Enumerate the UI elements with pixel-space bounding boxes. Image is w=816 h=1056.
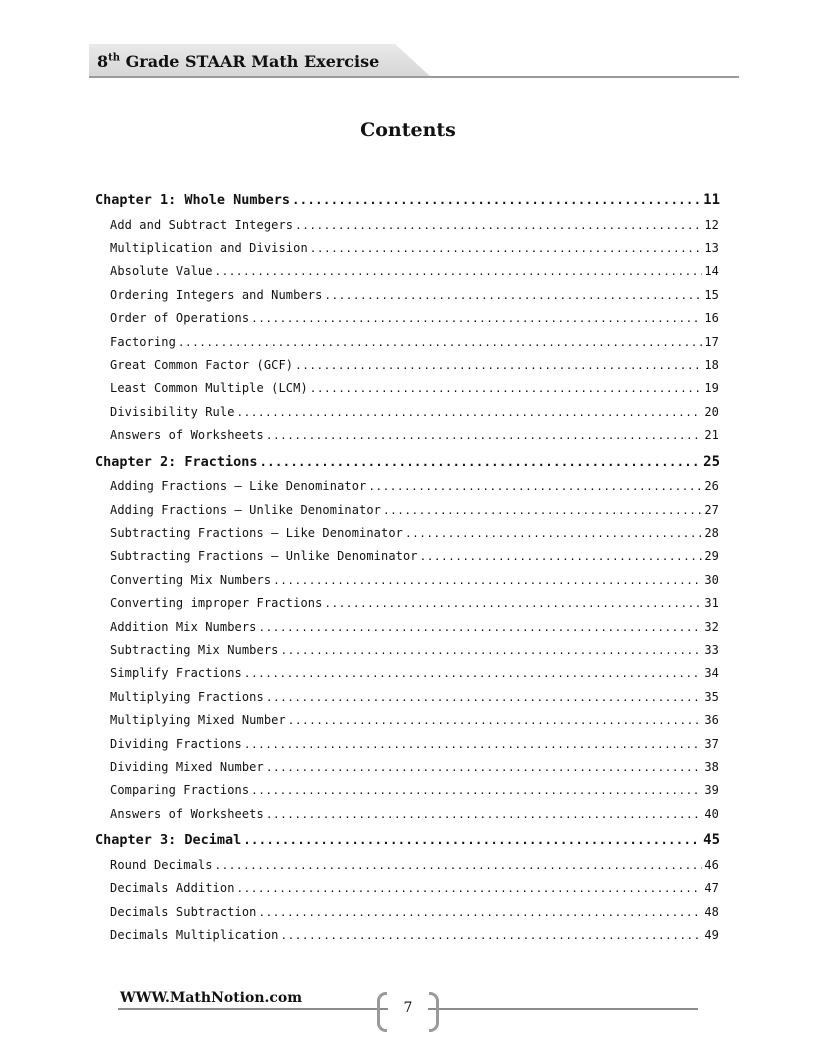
toc-dot-leader	[383, 504, 702, 517]
toc-dot-leader	[368, 480, 702, 493]
page-number: 7	[388, 1000, 428, 1016]
toc-section-row	[110, 858, 719, 872]
page-number-bracket-right	[429, 992, 439, 1032]
toc-dot-leader	[295, 359, 702, 372]
toc-entry-page: 49	[704, 927, 719, 942]
toc-dot-leader	[266, 808, 703, 821]
toc-entry-page: 40	[704, 806, 719, 821]
toc-section-row	[110, 288, 719, 302]
toc-entry-page: 32	[704, 619, 719, 634]
toc-entry-page: 38	[704, 759, 719, 774]
toc-entry-page: 13	[704, 240, 719, 255]
toc-dot-leader	[405, 527, 702, 540]
toc-entry-label: Subtracting Fractions – Like Denominator	[110, 525, 403, 540]
toc-dot-leader	[251, 312, 702, 325]
toc-section-row	[110, 905, 719, 919]
toc-entry-label: Dividing Mixed Number	[110, 759, 264, 774]
toc-entry-label: Least Common Multiple (LCM)	[110, 381, 308, 396]
toc-dot-leader	[244, 667, 703, 680]
toc-dot-leader	[178, 336, 702, 349]
toc-entry-label: Absolute Value	[110, 264, 213, 279]
toc-section-row	[110, 335, 719, 349]
toc-section-row	[110, 760, 719, 774]
toc-section-row	[110, 643, 719, 657]
toc-entry-page: 35	[704, 689, 719, 704]
toc-section-row	[110, 241, 719, 255]
toc-entry-page: 18	[704, 357, 719, 372]
toc-entry-label: Ordering Integers and Numbers	[110, 287, 323, 302]
toc-chapter-row	[95, 454, 720, 470]
toc-entry-label: Order of Operations	[110, 311, 250, 326]
toc-chapter-row	[95, 832, 720, 848]
toc-section-row	[110, 928, 719, 942]
toc-entry-label: Answers of Worksheets	[110, 428, 264, 443]
toc-section-row	[110, 573, 719, 587]
toc-dot-leader	[295, 219, 702, 232]
toc-entry-page: 21	[704, 428, 719, 443]
toc-entry-label: Answers of Worksheets	[110, 806, 264, 821]
toc-entry-label: Comparing Fractions	[110, 783, 250, 798]
toc-entry-page: 34	[704, 666, 719, 681]
toc-chapter-row	[95, 192, 720, 208]
toc-entry-label: Dividing Fractions	[110, 736, 242, 751]
toc-dot-leader	[266, 761, 703, 774]
toc-entry-label: Chapter 3: Decimal	[95, 832, 242, 849]
toc-entry-page: 47	[704, 881, 719, 896]
toc-entry-label: Decimals Multiplication	[110, 927, 279, 942]
toc-section-row	[110, 264, 719, 278]
toc-entry-page: 17	[704, 334, 719, 349]
toc-section-row	[110, 311, 719, 325]
toc-entry-page: 46	[704, 857, 719, 872]
toc-entry-page: 31	[704, 596, 719, 611]
toc-section-row	[110, 666, 719, 680]
toc-entry-label: Subtracting Fractions – Unlike Denominator	[110, 549, 418, 564]
toc-section-row	[110, 620, 719, 634]
toc-entry-label: Simplify Fractions	[110, 666, 242, 681]
toc-entry-label: Chapter 1: Whole Numbers	[95, 192, 291, 208]
toc-section-row	[110, 218, 719, 232]
toc-entry-page: 45	[703, 832, 720, 849]
toc-entry-page: 37	[704, 736, 719, 751]
toc-entry-label: Decimals Addition	[110, 881, 235, 896]
toc-section-row	[110, 737, 719, 751]
toc-dot-leader	[280, 644, 702, 657]
toc-entry-page: 25	[703, 453, 720, 470]
toc-dot-leader	[280, 929, 702, 942]
toc-entry-label: Subtracting Mix Numbers	[110, 642, 279, 657]
toc-entry-label: Decimals Subtraction	[110, 904, 257, 919]
toc-entry-page: 14	[704, 264, 719, 279]
toc-entry-label: Multiplying Mixed Number	[110, 713, 286, 728]
toc-dot-leader	[215, 859, 703, 872]
toc-dot-leader	[266, 691, 703, 704]
page-number-bracket-left	[377, 992, 387, 1032]
toc-entry-label: Adding Fractions – Unlike Denominator	[110, 502, 382, 517]
toc-entry-page: 19	[704, 381, 719, 396]
toc-section-row	[110, 690, 719, 704]
toc-entry-page: 36	[704, 713, 719, 728]
toc-entry-page: 27	[704, 502, 719, 517]
toc-entry-label: Multiplying Fractions	[110, 689, 264, 704]
toc-section-row	[110, 405, 719, 419]
toc-entry-label: Factoring	[110, 334, 176, 349]
toc-dot-leader	[292, 193, 701, 207]
toc-entry-page: 15	[704, 287, 719, 302]
toc-dot-leader	[310, 382, 703, 395]
toc-section-row	[110, 503, 719, 517]
toc-dot-leader	[244, 738, 703, 751]
toc-entry-page: 39	[704, 783, 719, 798]
toc-dot-leader	[266, 429, 703, 442]
toc-section-row	[110, 596, 719, 610]
toc-dot-leader	[324, 289, 702, 302]
page-title: Contents	[360, 119, 456, 141]
toc-entry-page: 16	[704, 311, 719, 326]
toc-entry-page: 26	[704, 479, 719, 494]
toc-dot-leader	[237, 882, 703, 895]
header-rule	[89, 76, 739, 78]
toc-dot-leader	[260, 455, 702, 469]
toc-entry-label: Chapter 2: Fractions	[95, 453, 258, 470]
toc-entry-page: 30	[704, 572, 719, 587]
toc-dot-leader	[259, 906, 703, 919]
toc-entry-label: Multiplication and Division	[110, 240, 308, 255]
toc-dot-leader	[310, 242, 703, 255]
toc-dot-leader	[215, 265, 703, 278]
toc-dot-leader	[259, 621, 703, 634]
toc-section-row	[110, 881, 719, 895]
toc-entry-page: 33	[704, 642, 719, 657]
toc-section-row	[110, 807, 719, 821]
header-title-text: Grade STAAR Math Exercise	[120, 52, 380, 71]
toc-dot-leader	[288, 714, 703, 727]
toc-entry-label: Divisibility Rule	[110, 404, 235, 419]
toc-dot-leader	[324, 597, 702, 610]
toc-section-row	[110, 428, 719, 442]
toc-entry-page: 28	[704, 525, 719, 540]
toc-section-row	[110, 526, 719, 540]
toc-entry-label: Add and Subtract Integers	[110, 217, 294, 232]
toc-entry-page: 12	[704, 217, 719, 232]
toc-entry-label: Round Decimals	[110, 857, 213, 872]
toc-dot-leader	[420, 550, 703, 563]
toc-section-row	[110, 783, 719, 797]
toc-section-row	[110, 381, 719, 395]
toc-entry-page: 20	[704, 404, 719, 419]
toc-entry-page: 11	[703, 192, 720, 208]
header-grade-number: 8	[97, 52, 109, 71]
toc-section-row	[110, 549, 719, 563]
toc-entry-page: 29	[704, 549, 719, 564]
toc-entry-label: Addition Mix Numbers	[110, 619, 257, 634]
toc-entry-page: 48	[704, 904, 719, 919]
toc-section-row	[110, 479, 719, 493]
toc-dot-leader	[243, 833, 701, 847]
toc-dot-leader	[273, 574, 702, 587]
toc-section-row	[110, 358, 719, 372]
footer-website: WWW.MathNotion.com	[120, 990, 303, 1006]
toc-entry-label: Converting Mix Numbers	[110, 572, 272, 587]
header-title	[97, 52, 379, 71]
toc-section-row	[110, 713, 719, 727]
toc-entry-label: Great Common Factor (GCF)	[110, 357, 294, 372]
toc-entry-label: Converting improper Fractions	[110, 596, 323, 611]
toc-dot-leader	[251, 784, 702, 797]
toc-dot-leader	[237, 406, 703, 419]
toc-entry-label: Adding Fractions – Like Denominator	[110, 479, 367, 494]
header-grade-suffix: th	[108, 52, 121, 64]
